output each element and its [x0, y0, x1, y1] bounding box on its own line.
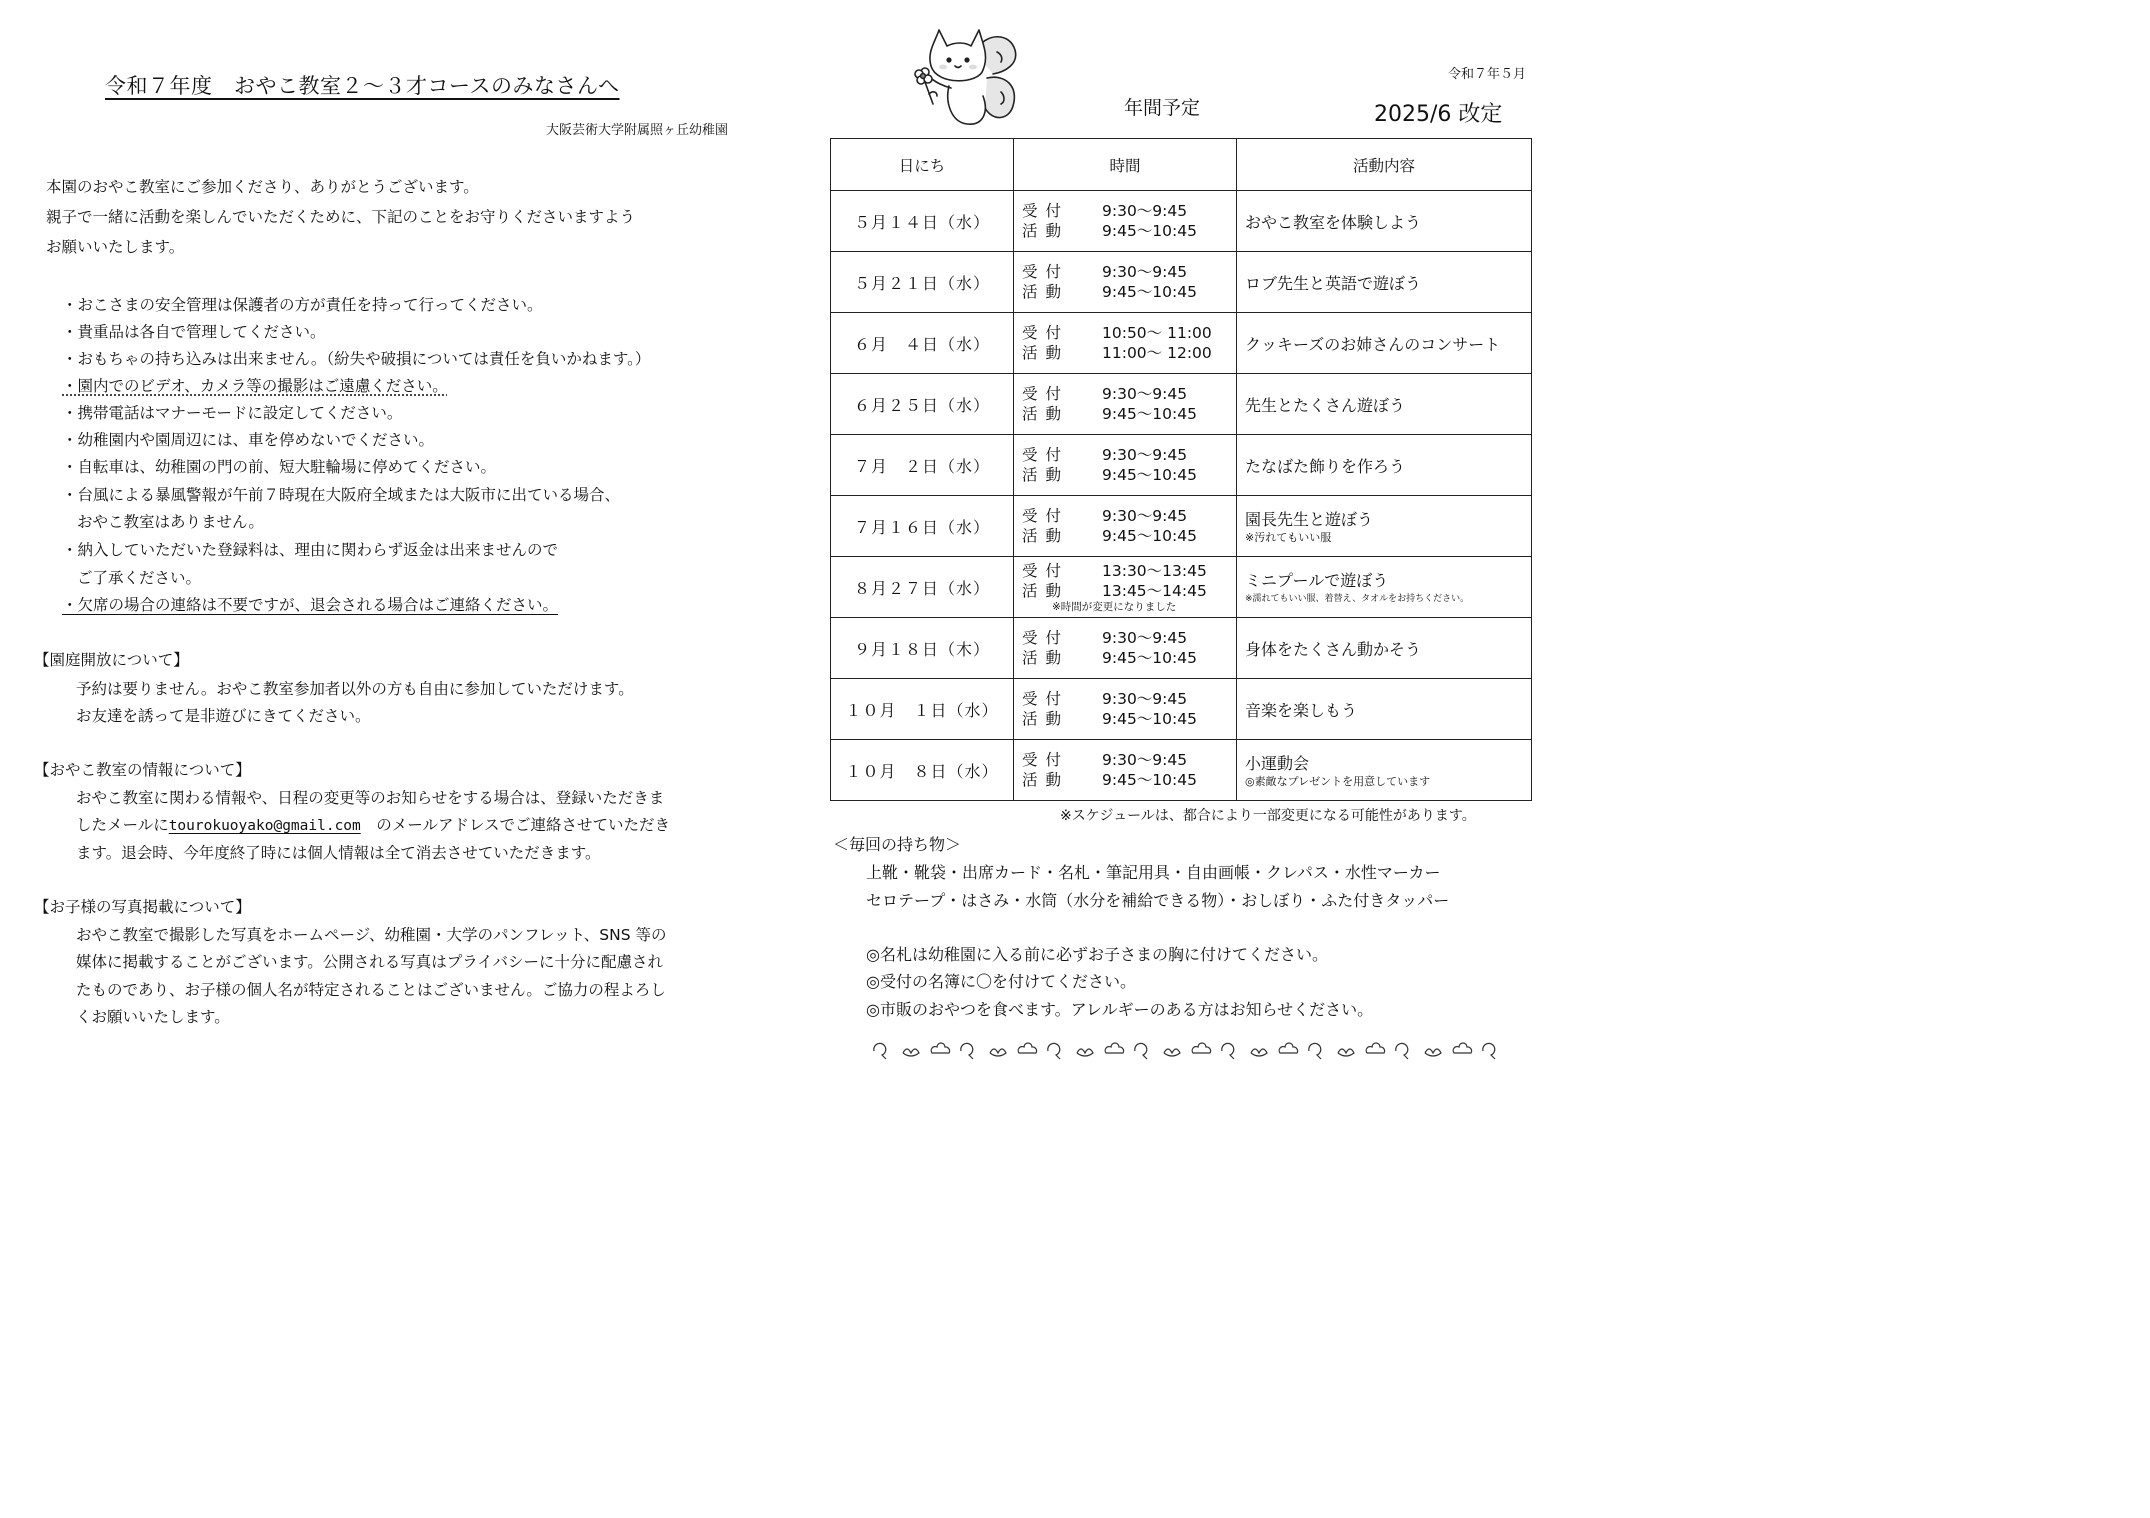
schedule-date: ９月１８日（木） — [831, 618, 1014, 679]
reception-time-value: 9:30～9:45 — [1102, 690, 1188, 708]
activity-time — [1022, 526, 1236, 546]
doodle-ornament — [990, 1049, 1006, 1056]
activity-time-label: 活動 — [1022, 222, 1070, 240]
doodle-ornament — [1135, 1043, 1147, 1059]
schedule-activity — [1237, 679, 1532, 740]
activity-time — [1022, 770, 1236, 790]
intro-line: 親子で一緒に活動を楽しんでいただくために、下記のことをお守りくださいますよう — [46, 208, 636, 226]
activity-note: ◎素敵なプレゼントを用意しています — [1245, 774, 1431, 788]
doodle-ornament — [1164, 1049, 1180, 1056]
activity-time-label: 活動 — [1022, 582, 1070, 600]
reception-time-label: 受付 — [1022, 324, 1070, 342]
reception-time-value: 9:30～9:45 — [1102, 202, 1188, 220]
schedule-date: ７月 ２日（水） — [831, 435, 1014, 496]
activity-title: 身体をたくさん動かそう — [1245, 639, 1422, 659]
schedule-activity — [1237, 618, 1532, 679]
doodle-ornament — [1425, 1049, 1441, 1056]
reception-time — [1022, 384, 1236, 404]
reception-time-label: 受付 — [1022, 385, 1070, 403]
reception-time — [1022, 506, 1236, 526]
activity-time-label: 活動 — [1022, 649, 1070, 667]
doodle-ornament — [1018, 1043, 1036, 1053]
activity-title: ロブ先生と英語で遊ぼう — [1245, 273, 1422, 293]
section-text: たものであり、お子様の個人名が特定されることはございません。ご協力の程よろし — [76, 981, 666, 999]
schedule-date: １０月 １日（水） — [831, 679, 1014, 740]
schedule-time — [1014, 313, 1237, 374]
schedule-time — [1014, 679, 1237, 740]
activity-note: ※濡れてもいい服、着替え、タオルをお持ちください。 — [1245, 593, 1470, 604]
schedule-time — [1014, 435, 1237, 496]
rule-item: ・台風による暴風警報が午前７時現在大阪府全域または大阪市に出ている場合、 — [62, 486, 621, 504]
reception-time — [1022, 262, 1236, 282]
table-row — [831, 313, 1532, 374]
notice-item: ◎受付の名簿に〇を付けてください。 — [866, 972, 1136, 991]
cat-mascot-illustration — [905, 22, 1025, 130]
schedule-date: ５月１４日（水） — [831, 191, 1014, 252]
section-text: 媒体に掲載することがございます。公開される写真はプライバシーに十分に配慮され — [76, 953, 663, 971]
activity-time-label: 活動 — [1022, 771, 1070, 789]
activity-title: 音楽を楽しもう — [1245, 700, 1358, 720]
section-text: おやこ教室に関わる情報や、日程の変更等のお知らせをする場合は、登録いただきま — [76, 789, 665, 807]
activity-time-value: 9:45～10:45 — [1102, 283, 1197, 301]
schedule-activity — [1237, 313, 1532, 374]
doodle-ornament — [1048, 1043, 1060, 1059]
activity-note: ※汚れてもいい服 — [1245, 530, 1332, 544]
activity-time-label: 活動 — [1022, 710, 1070, 728]
section-text: お友達を誘って是非遊びにきてください。 — [76, 707, 371, 725]
section-heading: 【園庭開放について】 — [34, 651, 189, 669]
activity-time-value: 9:45～10:45 — [1102, 649, 1197, 667]
doodle-ornament — [1366, 1043, 1384, 1053]
schedule-date: １０月 ８日（水） — [831, 740, 1014, 801]
schedule-activity — [1237, 435, 1532, 496]
reception-time — [1022, 689, 1236, 709]
doodle-ornament — [1077, 1049, 1093, 1056]
rule-item: ・おもちゃの持ち込みは出来ません。（紛失や破損については責任を負いかねます。） — [62, 350, 651, 368]
column-header-date: 日にち — [831, 139, 1014, 191]
activity-time — [1022, 709, 1236, 729]
activity-title: ミニプールで遊ぼう — [1245, 570, 1389, 590]
section-text: おやこ教室で撮影した写真をホームページ、幼稚園・大学のパンフレット、SNS 等の — [76, 926, 667, 944]
activity-time-value: 9:45～10:45 — [1102, 466, 1197, 484]
reception-time-label: 受付 — [1022, 562, 1070, 580]
reception-time-label: 受付 — [1022, 690, 1070, 708]
activity-time — [1022, 581, 1236, 601]
activity-time-value: 9:45～10:45 — [1102, 527, 1197, 545]
schedule-activity — [1237, 252, 1532, 313]
reception-time — [1022, 628, 1236, 648]
reception-time-label: 受付 — [1022, 202, 1070, 220]
time-change-note: ※時間が変更になりました — [1052, 601, 1177, 613]
activity-time — [1022, 404, 1236, 424]
reception-time — [1022, 561, 1236, 581]
activity-time-label: 活動 — [1022, 344, 1070, 362]
activity-time — [1022, 465, 1236, 485]
activity-time-label: 活動 — [1022, 466, 1070, 484]
doodle-ornament — [874, 1043, 886, 1059]
doodle-ornament — [1279, 1043, 1297, 1053]
schedule-table-body — [831, 191, 1532, 801]
reception-time-label: 受付 — [1022, 629, 1070, 647]
table-row — [831, 618, 1532, 679]
section-text — [76, 815, 670, 836]
rule-item: ・園内でのビデオ、カメラ等の撮影はご遠慮ください。 — [62, 377, 448, 395]
doodle-ornament — [961, 1043, 973, 1059]
schedule-time — [1014, 618, 1237, 679]
reception-time — [1022, 750, 1236, 770]
reception-time — [1022, 445, 1236, 465]
belongings-list: 上靴・靴袋・出席カード・名札・筆記用具・自由画帳・クレパス・水性マーカー — [866, 863, 1441, 882]
doodle-ornament — [903, 1049, 919, 1056]
activity-title: 小運動会 — [1245, 753, 1310, 773]
schedule-date: ６月 ４日（水） — [831, 313, 1014, 374]
notice-item: ◎名札は幼稚園に入る前に必ずお子さまの胸に付けてください。 — [866, 945, 1328, 964]
doodle-ornament — [1483, 1043, 1495, 1059]
doodle-ornament — [1453, 1043, 1471, 1053]
decorative-doodle-border — [868, 1037, 1518, 1061]
schedule-activity — [1237, 557, 1532, 618]
revised-label: 2025/6 改定 — [1374, 102, 1503, 127]
activity-time — [1022, 343, 1236, 363]
activity-title: 先生とたくさん遊ぼう — [1245, 395, 1406, 415]
doodle-ornament — [1396, 1043, 1408, 1059]
doodle-ornament — [1251, 1049, 1267, 1056]
reception-time-value: 10:50～ 11:00 — [1102, 324, 1212, 342]
reception-time — [1022, 201, 1236, 221]
section-heading: 【お子様の写真掲載について】 — [34, 898, 251, 916]
doodle-ornament — [931, 1043, 949, 1053]
activity-time-label: 活動 — [1022, 283, 1070, 301]
table-row — [831, 191, 1532, 252]
page-title: 令和７年度 おやこ教室２～３才コースのみなさんへ — [105, 74, 620, 98]
schedule-date: ８月２７日（水） — [831, 557, 1014, 618]
schedule-time — [1014, 374, 1237, 435]
activity-title: 園長先生と遊ぼう — [1245, 509, 1374, 529]
reception-time-value: 13:30～13:45 — [1102, 562, 1207, 580]
doodle-ornament — [1309, 1043, 1321, 1059]
schedule-time — [1014, 740, 1237, 801]
doodle-ornament — [1222, 1043, 1234, 1059]
reception-time-value: 9:30～9:45 — [1102, 507, 1188, 525]
schedule-time — [1014, 557, 1237, 618]
schedule-activity — [1237, 374, 1532, 435]
reception-time — [1022, 323, 1236, 343]
rule-item: ・欠席の場合の連絡は不要ですが、退会される場合はご連絡ください。 — [62, 596, 559, 614]
activity-time-value: 9:45～10:45 — [1102, 222, 1197, 240]
table-row — [831, 252, 1532, 313]
activity-title: クッキーズのお姉さんのコンサート — [1245, 334, 1501, 354]
belongings-list: セロテープ・はさみ・水筒（水分を補給できる物）・おしぼり・ふた付きタッパー — [866, 891, 1450, 910]
activity-time-label: 活動 — [1022, 405, 1070, 423]
reception-time-label: 受付 — [1022, 507, 1070, 525]
rule-item: ・幼稚園内や園周辺には、車を停めないでください。 — [62, 431, 435, 449]
section-text-part: したメールに — [76, 816, 169, 834]
reception-time-label: 受付 — [1022, 446, 1070, 464]
table-header-row — [831, 139, 1532, 191]
activity-time-value: 9:45～10:45 — [1102, 710, 1197, 728]
reception-time-label: 受付 — [1022, 751, 1070, 769]
activity-time — [1022, 221, 1236, 241]
intro-line: 本園のおやこ教室にご参加くださり、ありがとうございます。 — [46, 178, 479, 196]
activity-time-value: 13:45～14:45 — [1102, 582, 1207, 600]
table-row — [831, 679, 1532, 740]
table-row — [831, 374, 1532, 435]
rule-item: ・自転車は、幼稚園の門の前、短大駐輪場に停めてください。 — [62, 458, 497, 476]
schedule-date: ５月２１日（水） — [831, 252, 1014, 313]
section-heading: 【おやこ教室の情報について】 — [34, 761, 251, 779]
school-name: 大阪芸術大学附属照ヶ丘幼稚園 — [546, 123, 729, 138]
doodle-ornament — [1192, 1043, 1210, 1053]
schedule-activity — [1237, 496, 1532, 557]
rule-item: ・納入していただいた登録料は、理由に関わらず返金は出来ませんので — [62, 541, 559, 559]
table-row — [831, 740, 1532, 801]
activity-title: たなばた飾りを作ろう — [1245, 456, 1406, 476]
schedule-date: ６月２５日（水） — [831, 374, 1014, 435]
reception-time-value: 9:30～9:45 — [1102, 629, 1188, 647]
notice-item: ◎市販のおやつを食べます。アレルギーのある方はお知らせください。 — [866, 1000, 1374, 1019]
doodle-ornament — [1105, 1043, 1123, 1053]
rule-item: ご了承ください。 — [77, 569, 202, 587]
activity-time — [1022, 282, 1236, 302]
activity-time-value: 9:45～10:45 — [1102, 405, 1197, 423]
schedule-activity — [1237, 191, 1532, 252]
reception-time-label: 受付 — [1022, 263, 1070, 281]
section-text: ます。退会時、今年度終了時には個人情報は全て消去させていただきます。 — [76, 844, 601, 862]
activity-time-label: 活動 — [1022, 527, 1070, 545]
rule-item: おやこ教室はありません。 — [77, 513, 264, 531]
reception-time-value: 9:30～9:45 — [1102, 385, 1188, 403]
schedule-activity — [1237, 740, 1532, 801]
table-row — [831, 435, 1532, 496]
rule-item: ・携帯電話はマナーモードに設定してください。 — [62, 404, 403, 422]
activity-time — [1022, 648, 1236, 668]
revision-month: 令和７年５月 — [1448, 67, 1527, 82]
activity-time-value: 11:00～ 12:00 — [1102, 344, 1212, 362]
schedule-time — [1014, 252, 1237, 313]
doodle-ornament — [1338, 1049, 1354, 1056]
schedule-time — [1014, 496, 1237, 557]
reception-time-value: 9:30～9:45 — [1102, 751, 1188, 769]
schedule-date: ７月１６日（水） — [831, 496, 1014, 557]
reception-time-value: 9:30～9:45 — [1102, 446, 1188, 464]
schedule-table — [830, 138, 1532, 801]
belongings-heading: ＜毎回の持ち物＞ — [833, 835, 962, 854]
section-text-part: のメールアドレスでご連絡させていただき — [360, 816, 670, 834]
section-text: 予約は要りません。おやこ教室参加者以外の方も自由に参加していただけます。 — [76, 680, 634, 698]
activity-time-value: 9:45～10:45 — [1102, 771, 1197, 789]
section-text: くお願いいたします。 — [76, 1008, 230, 1026]
schedule-time — [1014, 191, 1237, 252]
column-header-activity: 活動内容 — [1237, 139, 1532, 191]
rule-item: ・貴重品は各自で管理してください。 — [62, 323, 326, 341]
table-row — [831, 557, 1532, 618]
activity-title: おやこ教室を体験しよう — [1245, 212, 1422, 232]
email-link[interactable]: tourokuoyako@gmail.com — [168, 818, 361, 834]
rule-item: ・おこさまの安全管理は保護者の方が責任を持って行ってください。 — [62, 296, 543, 314]
intro-line: お願いいたします。 — [46, 238, 185, 256]
table-row — [831, 496, 1532, 557]
column-header-time: 時間 — [1014, 139, 1237, 191]
schedule-disclaimer: ※スケジュールは、都合により一部変更になる可能性があります。 — [1060, 808, 1476, 824]
schedule-heading: 年間予定 — [1124, 97, 1201, 119]
reception-time-value: 9:30～9:45 — [1102, 263, 1188, 281]
